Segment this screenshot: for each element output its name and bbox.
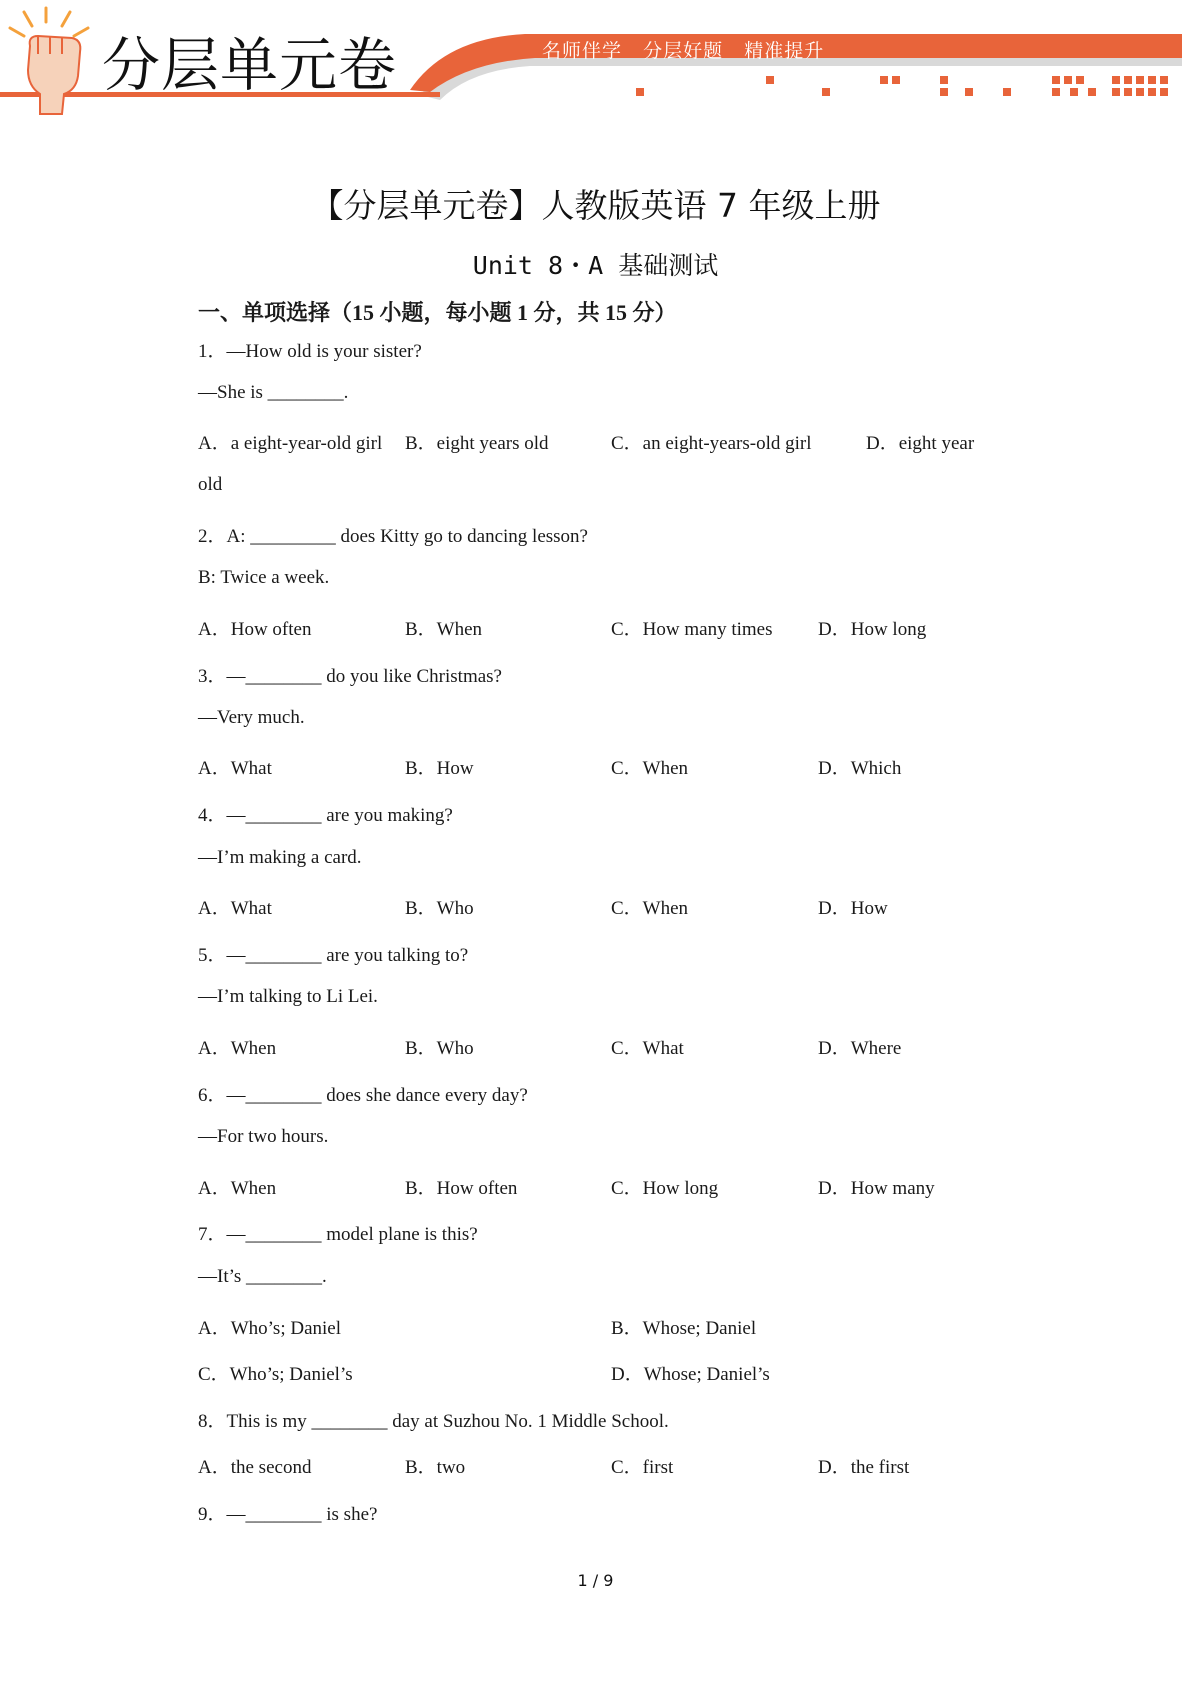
question-reply: —It’s ________. <box>198 1266 327 1287</box>
raised-fist-icon <box>2 6 102 121</box>
option-c: C．When <box>611 758 689 779</box>
question-stem: 3．—________ do you like Christmas? <box>198 666 502 687</box>
option-b: B．eight years old <box>405 433 549 454</box>
option-c: C．What <box>611 1038 684 1059</box>
option-a: A．When <box>198 1178 277 1199</box>
option-a: A．What <box>198 758 272 779</box>
brand-name: 分层单元卷 <box>102 31 398 99</box>
option-b: B．How <box>405 758 474 779</box>
section-heading: 一、单项选择（15 小题，每小题 1 分，共 15 分） <box>198 300 677 325</box>
document-title: 【分层单元卷】人教版英语 7 年级上册 <box>310 186 881 225</box>
question-stem: 2．A: _________ does Kitty go to dancing lesson? <box>198 526 588 547</box>
question-stem: 7．—________ model plane is this? <box>198 1224 478 1245</box>
option-c: C．How many times <box>611 619 773 640</box>
option-b: B．Whose; Daniel <box>611 1318 757 1339</box>
question-stem: 6．—________ does she dance every day? <box>198 1085 528 1106</box>
option-c: C．When <box>611 898 689 919</box>
option-wrap: old <box>198 474 223 495</box>
option-c: C．first <box>611 1457 674 1478</box>
option-b: B．Who <box>405 1038 474 1059</box>
option-a: A．the second <box>198 1457 312 1478</box>
question-stem: 5．—________ are you talking to? <box>198 945 469 966</box>
option-c: C．How long <box>611 1178 719 1199</box>
question-reply: B: Twice a week. <box>198 567 330 588</box>
option-b: B．How often <box>405 1178 518 1199</box>
option-c: C．Who’s; Daniel’s <box>198 1364 353 1385</box>
option-d: D．How <box>818 898 888 919</box>
option-a: A．When <box>198 1038 277 1059</box>
question-stem: 9．—________ is she? <box>198 1504 378 1525</box>
option-d: D．How long <box>818 619 927 640</box>
option-d: D．the first <box>818 1457 910 1478</box>
question-stem: 8．This is my ________ day at Suzhou No. 1 Middle School. <box>198 1411 669 1432</box>
page-number: 1 / 9 <box>577 1571 614 1590</box>
option-b: B．Who <box>405 898 474 919</box>
option-d: D．eight year <box>866 433 975 454</box>
option-d: D．Which <box>818 758 902 779</box>
question-reply: —Very much. <box>198 707 305 728</box>
option-d: D．How many <box>818 1178 935 1199</box>
option-a: A．What <box>198 898 272 919</box>
question-stem: 4．—________ are you making? <box>198 805 453 826</box>
question-reply: —I’m talking to Li Lei. <box>198 986 378 1007</box>
header-banner <box>0 0 1191 120</box>
option-d: D．Whose; Daniel’s <box>611 1364 770 1385</box>
brand-tagline: 名师伴学 分层好题 精准提升 <box>542 40 825 62</box>
document-subtitle: Unit 8・A 基础测试 <box>472 251 719 280</box>
option-d: D．Where <box>818 1038 902 1059</box>
option-b: B．two <box>405 1457 466 1478</box>
option-c: C．an eight-years-old girl <box>611 433 812 454</box>
question-stem: 1．—How old is your sister? <box>198 341 422 362</box>
question-reply: —She is ________. <box>198 382 349 403</box>
question-reply: —For two hours. <box>198 1126 329 1147</box>
option-a: A．How often <box>198 619 312 640</box>
option-b: B．When <box>405 619 483 640</box>
question-reply: —I’m making a card. <box>198 847 362 868</box>
option-a: A．Who’s; Daniel <box>198 1318 342 1339</box>
option-a: A．a eight-year-old girl <box>198 433 383 454</box>
